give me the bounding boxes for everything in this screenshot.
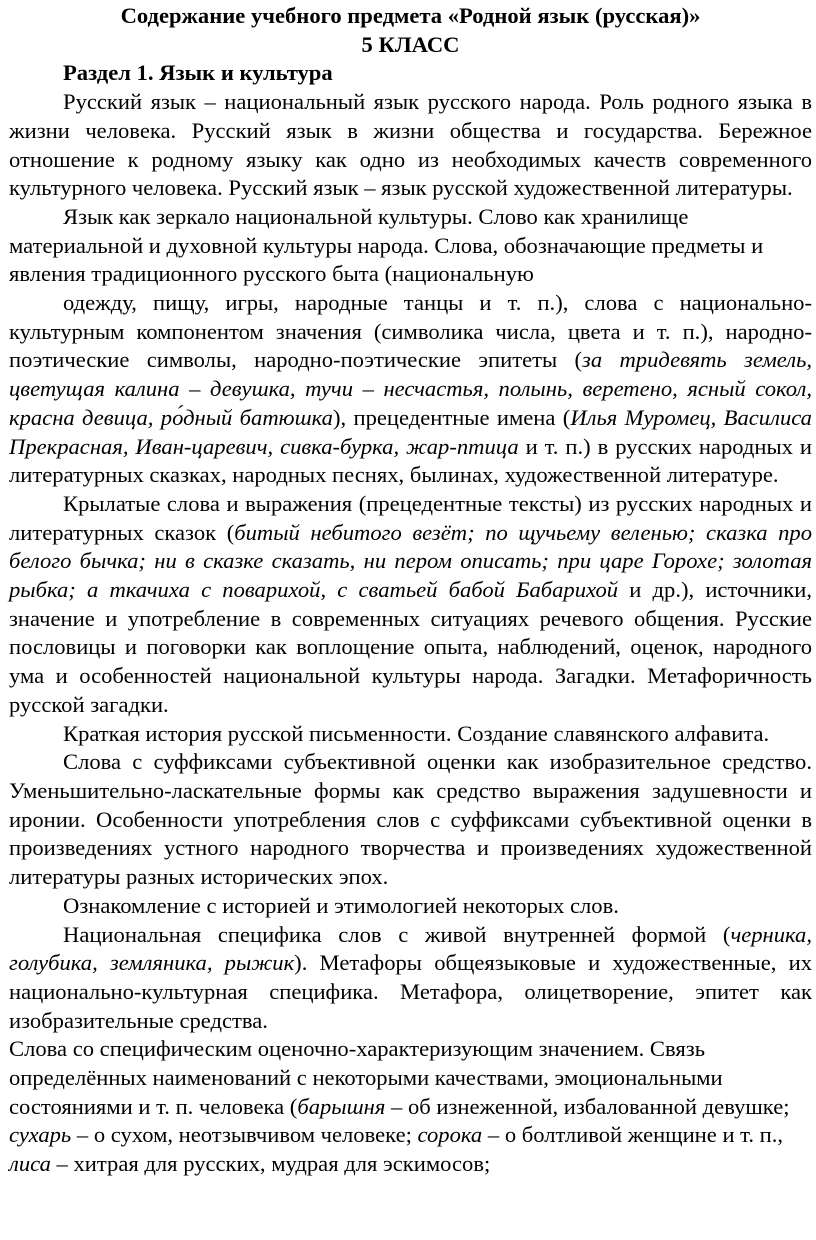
- paragraph-6: Слова с суффиксами субъективной оценки как изобразительное средство. Уменьшительно-ласкательные формы как средство выражения задушевности и иронии. Особенности употребления слов с суффиксами субъективной оценки в произведениях устного народного творчества и произведениях художественной литературы разных исторических эпох.: [9, 749, 812, 890]
- p9-text-4: – о болтливой женщине и т. п.,: [482, 1122, 784, 1148]
- p8-italic-words: черника, голубика, земляника, рыжик: [9, 921, 812, 976]
- p9-italic-2: сухарь: [9, 1122, 72, 1148]
- p8-text-1: Национальная специфика слов с живой внутренней формой (: [63, 921, 731, 947]
- p9-italic-1: барышня: [297, 1093, 386, 1119]
- section-heading: Раздел 1. Язык и культура: [63, 60, 333, 86]
- paragraph-7: Ознакомление с историей и этимологией некоторых слов.: [63, 892, 619, 918]
- p9-text-5: – хитрая для русских, мудрая для эскимосов;: [50, 1151, 491, 1177]
- p3-text-3: и т. п.) в русских народных и литературных сказках, народных песнях, былинах, художественной литературе.: [9, 433, 812, 488]
- p9-text-2: – об изнеженной, избалованной девушке;: [385, 1093, 790, 1119]
- paragraph-9: [9, 1035, 812, 1179]
- p4-italic-phrases: битый небитого везёт; по щучьему веленью; сказка про белого бычка; ни в сказке сказать, ни пером описать; при царе Горохе; золотая рыбка; а ткачиха с поварихой, с сватьей бабой Бабарихой: [9, 519, 812, 603]
- document-title: Содержание учебного предмета «Родной язык (русская)»: [120, 3, 701, 28]
- grade-heading: 5 КЛАСС: [361, 31, 460, 57]
- paragraph-5: Краткая история русской письменности. Создание славянского алфавита.: [63, 720, 770, 746]
- p9-text-1: Слова со специфическим оценочно-характеризующим значением. Связь определённых наименований с некоторыми качествами, эмоциональными состояниями и т. п. человека (: [9, 1036, 723, 1119]
- paragraph-4: [9, 490, 812, 720]
- p4-text-2: и др.), источники, значение и употребление в современных ситуациях речевого общения. Русские пословицы и поговорки как воплощение опыта, наблюдений, оценок, народного ума и особенностей национальной культуры народа. Загадки. Метафоричность русской загадки.: [9, 577, 812, 717]
- p9-italic-4: лиса: [9, 1151, 51, 1177]
- p3-text-2: ), прецедентные имена (: [332, 404, 571, 430]
- paragraph-8: [9, 921, 812, 1036]
- p3-italic-names: Илья Муромец, Василиса Прекрасная, Иван-царевич, сивка-бурка, жар-птица: [9, 404, 812, 459]
- p8-text-2: ). Метафоры общеязыковые и художественные, их национально-культурная специфика. Метафора, олицетворение, эпитет как изобразительные средства.: [9, 950, 812, 1033]
- p3-text-1: одежду, пищу, игры, народные танцы и т. п.), слова с национально-культурным компонентом значения (символика числа, цвета и т. п.), народно-поэтические символы, народно-поэтические эпитеты (: [9, 290, 812, 373]
- p3-italic-examples: за тридевять земель, цветущая калина – девушка, тучи – несчастья, полынь, веретено, ясный сокол, красна девица, ро́дный батюшка: [9, 347, 812, 430]
- paragraph-3: [9, 289, 812, 490]
- paragraph-2: Язык как зеркало национальной культуры. Слово как хранилище материальной и духовной культуры народа. Слова, обозначающие предметы и явления традиционного русского быта (национальную: [9, 203, 764, 287]
- p4-text-1: Крылатые слова и выражения (прецедентные тексты) из русских народных и литературных сказок (: [9, 490, 812, 545]
- document-page: [0, 2, 816, 1240]
- p9-italic-3: сорока: [417, 1122, 483, 1148]
- paragraph-1: Русский язык – национальный язык русского народа. Роль родного языка в жизни человека. Русский язык в жизни общества и государства. Бережное отношение к родному языку как одно из необходимых качеств современного культурного человека. Русский язык – язык русской художественной литературы.: [9, 89, 812, 201]
- p9-text-3: – о сухом, неотзывчивом человеке;: [71, 1122, 418, 1148]
